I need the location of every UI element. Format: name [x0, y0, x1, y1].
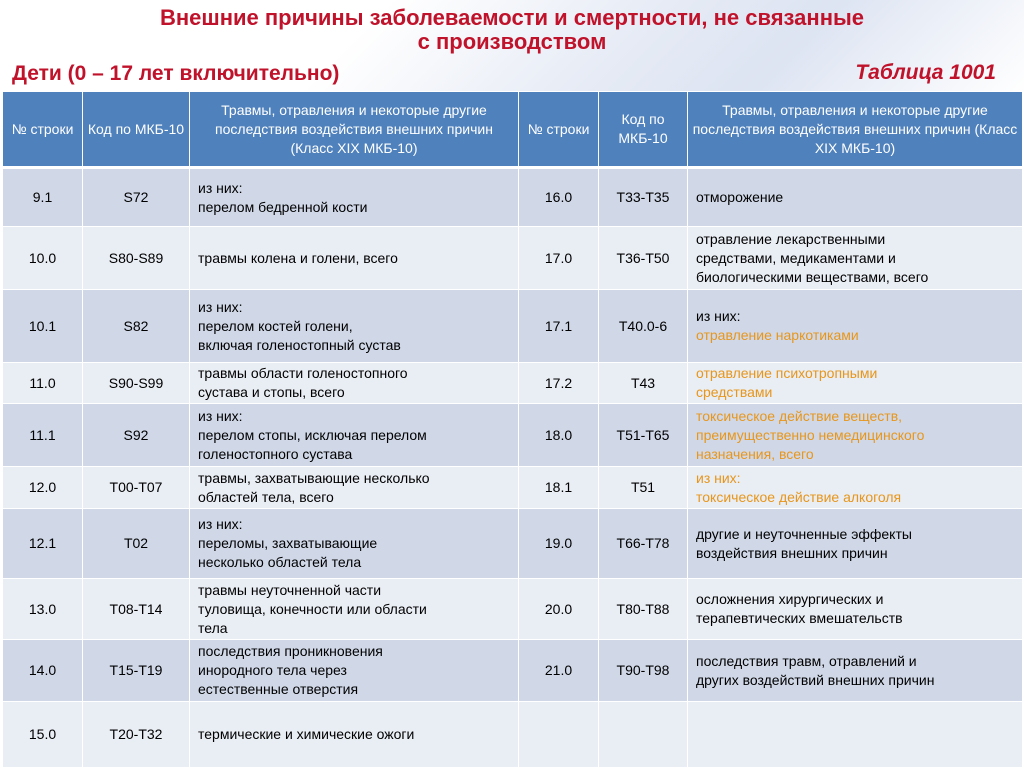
description	[190, 467, 519, 509]
icd-code: T66-T78	[599, 509, 688, 579]
icd-code: T00-T07	[83, 467, 190, 509]
icd-code: T33-T35	[599, 168, 688, 227]
icd-code: S80-S89	[83, 227, 190, 290]
description-line: токсическое действие веществ,	[696, 407, 903, 424]
header-row-number-2: № строки	[519, 92, 599, 168]
age-group-subtitle: Дети (0 – 17 лет включительно)	[12, 62, 340, 85]
description	[688, 168, 1023, 227]
table-row	[3, 168, 1023, 227]
row-number: 10.0	[3, 227, 83, 290]
description-line: перелом стопы, исключая перелом	[198, 426, 427, 443]
icd-code: T36-T50	[599, 227, 688, 290]
icd-code: T20-T32	[83, 702, 190, 768]
header-icd-code: Код по МКБ-10	[83, 92, 190, 168]
description-line: воздействия внешних причин	[696, 544, 888, 561]
icd-code: T40.0-6	[599, 290, 688, 363]
header-description: Травмы, отравления и некоторые другие последствия воздействия внешних причин (Класс XIX МКБ-10)	[190, 92, 519, 168]
description-line: областей тела, всего	[198, 488, 334, 505]
description	[190, 640, 519, 702]
description-line: травмы колена и голени, всего	[198, 249, 398, 266]
icd-code: T51-T65	[599, 404, 688, 467]
row-number: 18.0	[519, 404, 599, 467]
icd-code: S92	[83, 404, 190, 467]
description-line: переломы, захватывающие	[198, 535, 378, 551]
description-line: включая голеностопный сустав	[198, 336, 401, 353]
description	[688, 290, 1023, 363]
table-row	[3, 702, 1023, 768]
description-line: преимущественно немедицинского	[696, 426, 925, 443]
title-line-2: с производством	[417, 29, 607, 54]
table-row	[3, 640, 1023, 702]
table-row	[3, 509, 1023, 579]
description-line: тела	[198, 619, 228, 636]
row-number: 20.0	[519, 579, 599, 640]
page-title	[0, 6, 1024, 54]
description-line: токсическое действие алкоголя	[696, 488, 902, 505]
description-line: отравление наркотиками	[696, 327, 859, 343]
icd-table	[2, 91, 1023, 768]
row-number: 16.0	[519, 168, 599, 227]
row-number: 14.0	[3, 640, 83, 702]
icd-code: S90-S99	[83, 363, 190, 404]
description-line: биологическими веществами, всего	[696, 268, 929, 285]
header-row-number: № строки	[3, 92, 83, 168]
description-line: отморожение	[696, 189, 784, 205]
title-line-1: Внешние причины заболеваемости и смертности, не связанные	[159, 5, 865, 30]
table-header-row	[3, 92, 1023, 168]
description-line: из них:	[198, 298, 243, 315]
description-line: травмы неуточненной части	[198, 581, 382, 598]
table-row	[3, 579, 1023, 640]
description-line: из них:	[696, 469, 741, 486]
icd-code: T51	[599, 467, 688, 509]
row-number: 18.1	[519, 467, 599, 509]
description-line: из них:	[198, 179, 243, 196]
description	[190, 168, 519, 227]
table-row	[3, 290, 1023, 363]
description-line: сустава и стопы, всего	[198, 384, 345, 400]
table-row	[3, 467, 1023, 509]
row-number: 13.0	[3, 579, 83, 640]
description	[688, 640, 1023, 702]
row-number: 11.1	[3, 404, 83, 467]
table-row	[3, 404, 1023, 467]
description-line: перелом костей голени,	[198, 317, 353, 334]
description-line: несколько областей тела	[198, 554, 362, 570]
description	[190, 702, 519, 768]
description-line: последствия проникновения	[198, 643, 383, 659]
icd-code: T43	[599, 363, 688, 404]
description	[688, 467, 1023, 509]
description	[688, 579, 1023, 640]
row-number: 12.0	[3, 467, 83, 509]
description-line: терапевтических вмешательств	[696, 610, 903, 626]
row-number	[519, 702, 599, 768]
description-line: осложнения хирургических и	[696, 591, 884, 607]
icd-code: T15-T19	[83, 640, 190, 702]
row-number: 21.0	[519, 640, 599, 702]
description-line: естественные отверстия	[198, 681, 359, 697]
description-line: травмы области голеностопного	[198, 365, 408, 381]
description-line: из них:	[198, 407, 243, 424]
icd-code: T08-T14	[83, 579, 190, 640]
description	[190, 363, 519, 404]
row-number: 12.1	[3, 509, 83, 579]
description-line: перелом бедренной кости	[198, 198, 368, 215]
icd-code: S82	[83, 290, 190, 363]
table-body	[3, 168, 1023, 768]
row-number: 17.0	[519, 227, 599, 290]
icd-code: T90-T98	[599, 640, 688, 702]
description-line: средствами	[696, 384, 773, 400]
row-number: 17.2	[519, 363, 599, 404]
row-number: 10.1	[3, 290, 83, 363]
description	[688, 404, 1023, 467]
description	[688, 227, 1023, 290]
row-number: 19.0	[519, 509, 599, 579]
icd-code: S72	[83, 168, 190, 227]
description-line: средствами, медикаментами и	[696, 249, 896, 266]
description-line: из них:	[696, 308, 741, 324]
description	[190, 290, 519, 363]
icd-code: T02	[83, 509, 190, 579]
description-line: термические и химические ожоги	[198, 726, 415, 742]
description	[190, 579, 519, 640]
table-number: Таблица 1001	[855, 61, 996, 84]
description	[688, 702, 1023, 768]
description-line: травмы, захватывающие несколько	[198, 469, 430, 486]
description-line: инородного тела через	[198, 662, 347, 678]
icd-code	[599, 702, 688, 768]
icd-code: T80-T88	[599, 579, 688, 640]
row-number: 17.1	[519, 290, 599, 363]
description-line: туловища, конечности или области	[198, 600, 427, 617]
description	[688, 363, 1023, 404]
header-icd-code-2: Код по МКБ-10	[599, 92, 688, 168]
table-row	[3, 363, 1023, 404]
description	[190, 227, 519, 290]
description-line: другие и неуточненные эффекты	[696, 525, 912, 542]
table-row	[3, 227, 1023, 290]
row-number: 9.1	[3, 168, 83, 227]
description-line: других воздействий внешних причин	[696, 671, 935, 688]
description-line: отравление лекарственными	[696, 230, 886, 247]
header-description-2: Травмы, отравления и некоторые другие последствия воздействия внешних причин (Класс XIX МКБ-10)	[688, 92, 1023, 168]
description-line: голеностопного сустава	[198, 445, 353, 462]
row-number: 15.0	[3, 702, 83, 768]
description-line: назначения, всего	[696, 445, 814, 462]
description	[688, 509, 1023, 579]
description	[190, 404, 519, 467]
description	[190, 509, 519, 579]
description-line: последствия травм, отравлений и	[696, 652, 917, 669]
description-line: из них:	[198, 516, 243, 532]
description-line: отравление психотропными	[696, 365, 878, 381]
row-number: 11.0	[3, 363, 83, 404]
